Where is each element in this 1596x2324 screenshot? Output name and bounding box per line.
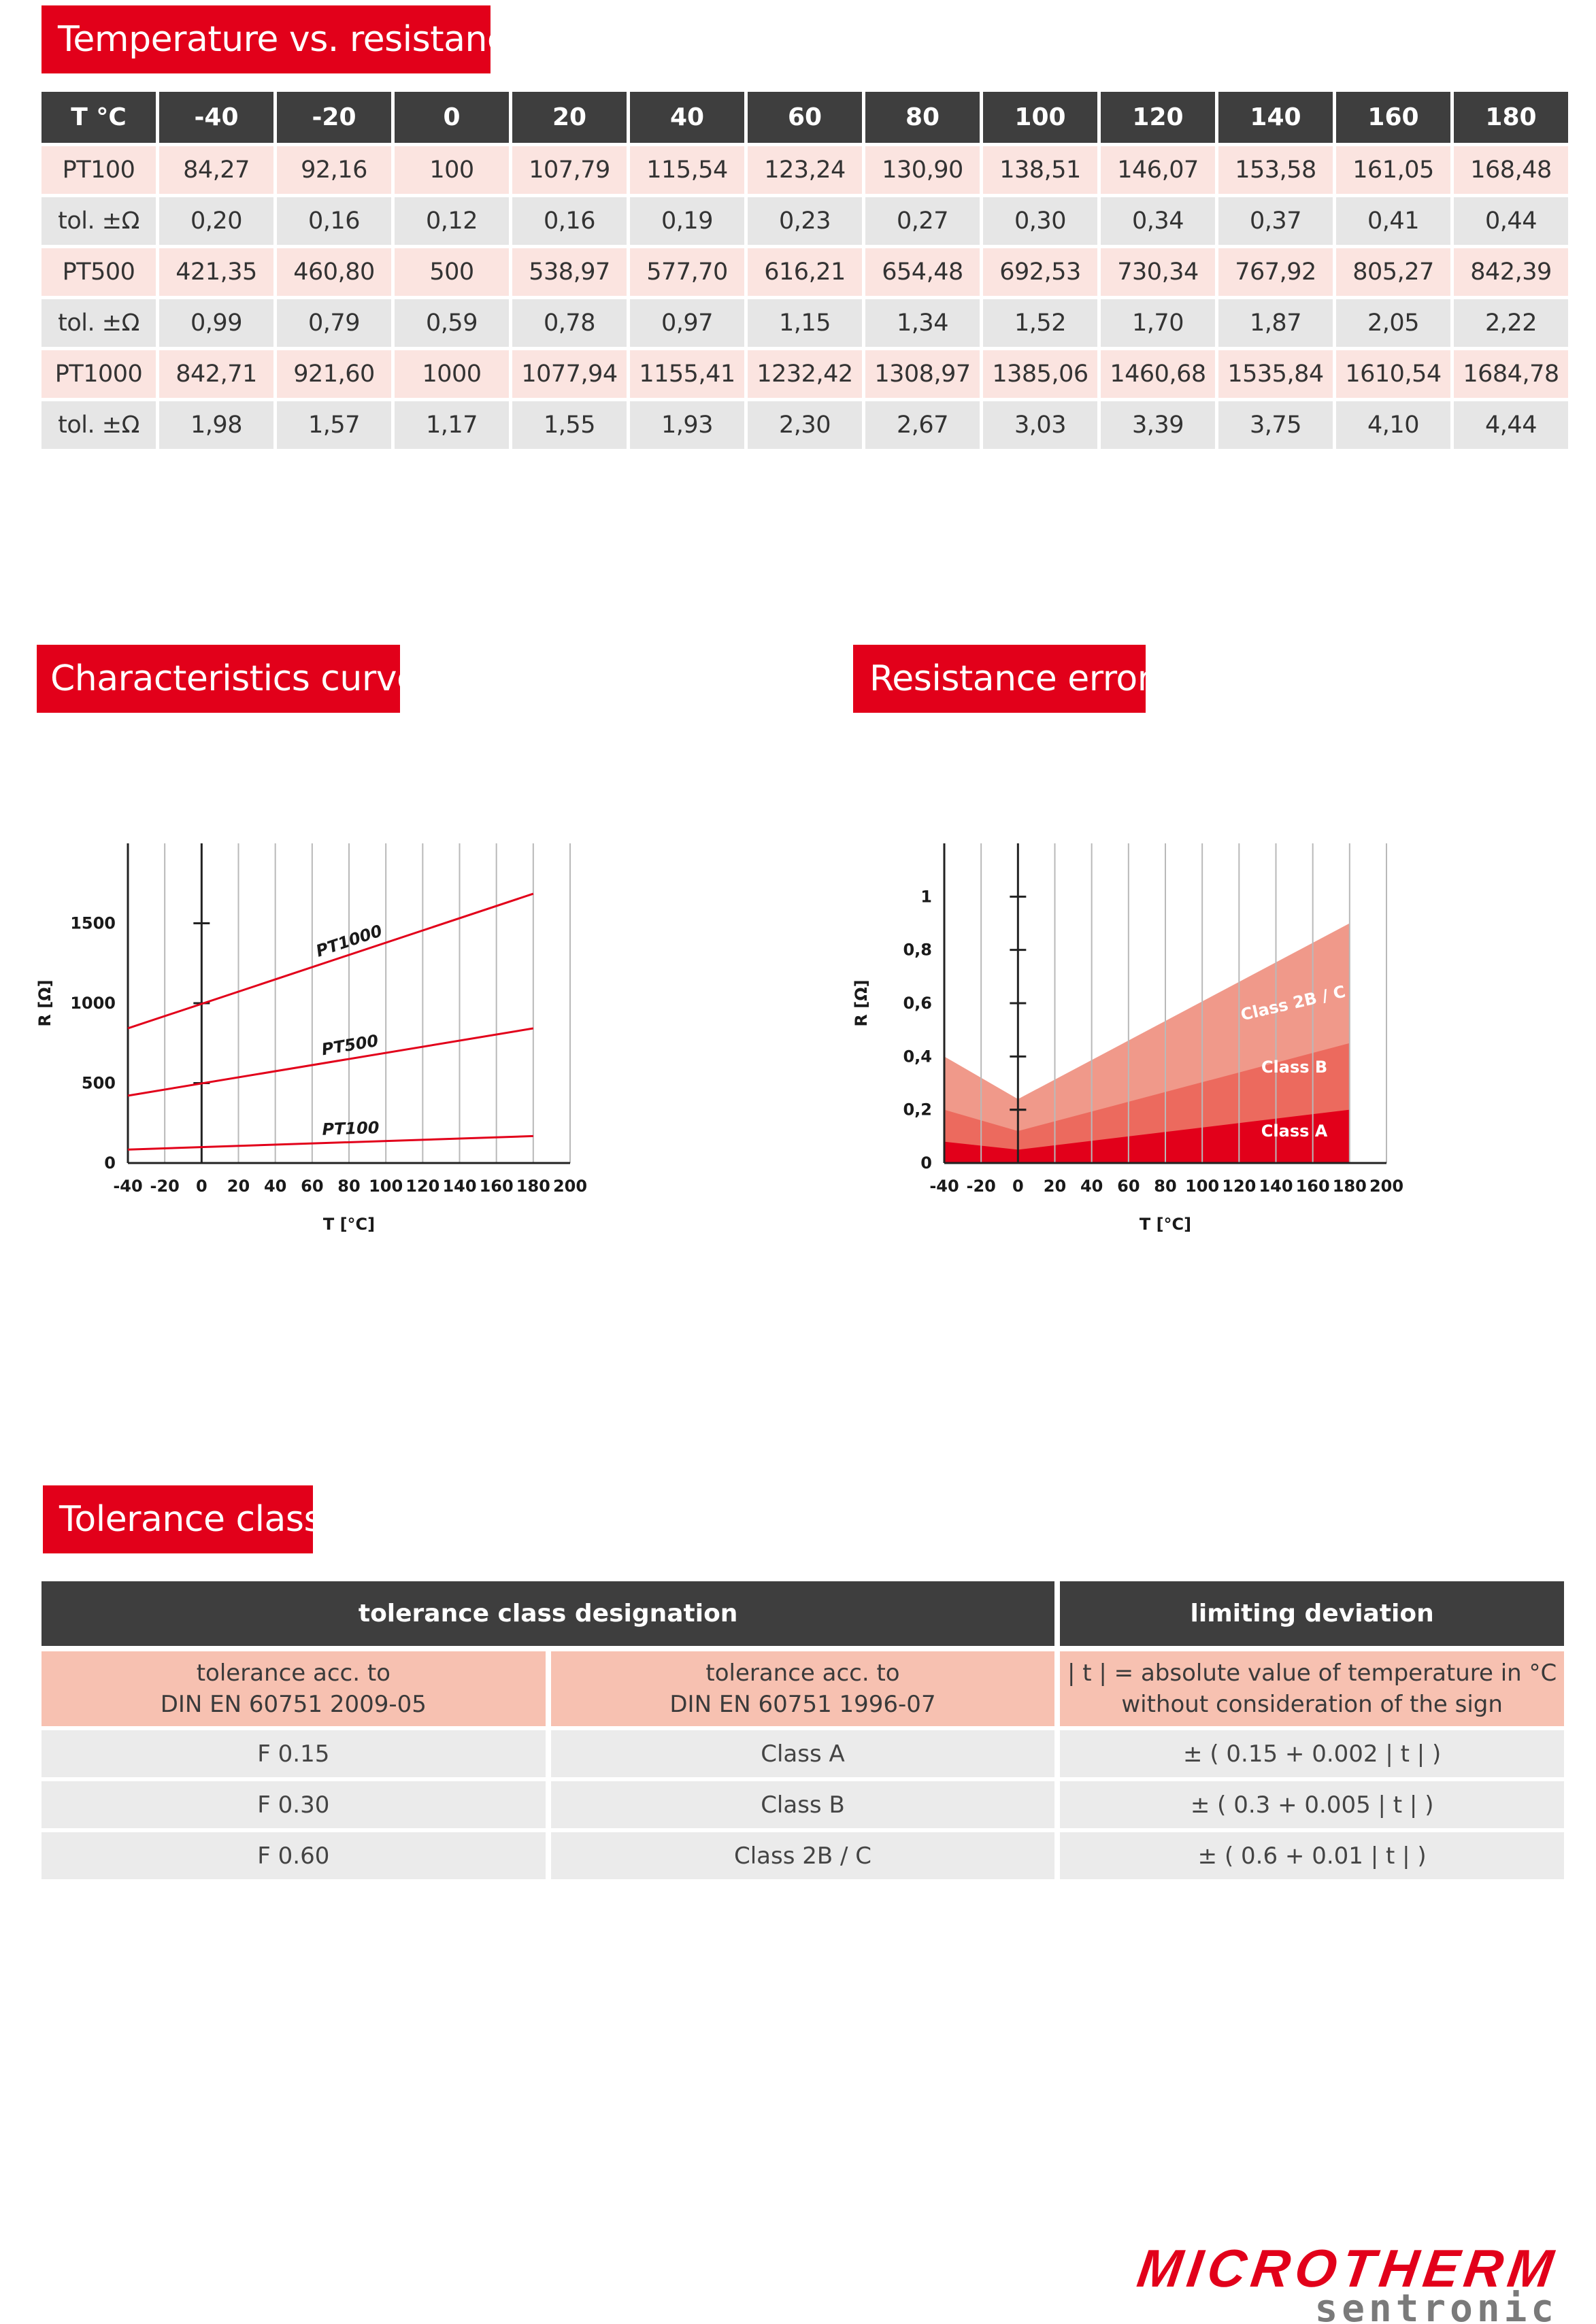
table-cell: 115,54 — [630, 143, 744, 194]
table-cell: 107,79 — [512, 143, 627, 194]
table-cell: 616,21 — [748, 245, 862, 296]
table-cell: 0,27 — [865, 194, 980, 245]
resistance-error-chart — [844, 830, 1429, 1251]
logo-wordmark: MICROTHERM — [1133, 2238, 1563, 2298]
x-axis-label: T [°C] — [322, 1215, 376, 1234]
header-cell: 0 — [395, 92, 509, 143]
table-cell: 1,55 — [512, 398, 627, 449]
subheader-line: without consideration of the sign — [1121, 1691, 1503, 1718]
characteristics-section-title: Characteristics curve — [37, 645, 400, 713]
x-tick-label: 200 — [1369, 1177, 1404, 1196]
header-cell: -20 — [277, 92, 391, 143]
table-cell: ± ( 0.6 + 0.01 | t | ) — [1060, 1828, 1564, 1879]
series-label: PT500 — [320, 1030, 380, 1060]
tolerance-class-table — [36, 1581, 1569, 1879]
subheader-line: DIN EN 60751 2009-05 — [160, 1691, 427, 1718]
table-cell: 1,34 — [865, 296, 980, 347]
microtherm-logo — [946, 2238, 1563, 2324]
limiting-deviation-header: limiting deviation — [1060, 1581, 1564, 1646]
table-cell: 1684,78 — [1454, 347, 1568, 398]
table-cell: 1610,54 — [1336, 347, 1450, 398]
table-cell: 0,99 — [159, 296, 273, 347]
y-tick-label: 0,6 — [903, 994, 932, 1013]
y-tick-label: 0,8 — [903, 940, 932, 960]
table-cell: 1,98 — [159, 398, 273, 449]
table-cell: 0,30 — [983, 194, 1097, 245]
table-cell: 2,05 — [1336, 296, 1450, 347]
y-tick-label: 500 — [81, 1073, 116, 1093]
header-cell: -40 — [159, 92, 273, 143]
y-axis-label: R [Ω] — [35, 979, 54, 1027]
x-tick-label: 20 — [1043, 1177, 1067, 1196]
table-cell: 0,44 — [1454, 194, 1568, 245]
x-tick-label: 100 — [369, 1177, 403, 1196]
tolerance-header-row — [41, 1581, 1564, 1646]
series-label: PT100 — [321, 1117, 380, 1139]
subheader-line: | t | = absolute value of temperature in °C — [1067, 1660, 1557, 1687]
table-cell: 460,80 — [277, 245, 391, 296]
x-tick-label: 160 — [479, 1177, 514, 1196]
x-tick-label: 60 — [1117, 1177, 1140, 1196]
row-label: tol. ±Ω — [41, 398, 156, 449]
table-cell: 0,97 — [630, 296, 744, 347]
table-cell: 84,27 — [159, 143, 273, 194]
row-label: PT100 — [41, 143, 156, 194]
table-row — [41, 347, 1568, 398]
x-tick-label: -40 — [929, 1177, 959, 1196]
table-row — [41, 194, 1568, 245]
table-cell: 168,48 — [1454, 143, 1568, 194]
tolerance-section-title: Tolerance class — [43, 1485, 313, 1553]
table-cell: 0,34 — [1101, 194, 1215, 245]
table-cell: ± ( 0.15 + 0.002 | t | ) — [1060, 1726, 1564, 1777]
row-label: tol. ±Ω — [41, 194, 156, 245]
header-cell-temp: T °C — [41, 92, 156, 143]
x-tick-label: -20 — [150, 1177, 180, 1196]
characteristics-curve-chart — [27, 830, 612, 1251]
designation-header: tolerance class designation — [41, 1581, 1054, 1646]
series-label: PT1000 — [313, 921, 385, 961]
table-header-row — [41, 92, 1568, 143]
table-cell: 4,44 — [1454, 398, 1568, 449]
table-cell: Class A — [551, 1726, 1055, 1777]
table-cell: 3,03 — [983, 398, 1097, 449]
table-row — [41, 1777, 1564, 1828]
subheader-2009 — [41, 1646, 546, 1726]
x-tick-label: -20 — [966, 1177, 996, 1196]
series-label: Class 2B / C — [1239, 981, 1348, 1025]
subheader-line: tolerance acc. to — [196, 1660, 390, 1687]
table-row — [41, 245, 1568, 296]
x-tick-label: -40 — [113, 1177, 143, 1196]
x-tick-label: 120 — [405, 1177, 440, 1196]
x-tick-label: 0 — [195, 1177, 207, 1196]
row-label: PT1000 — [41, 347, 156, 398]
table-row — [41, 296, 1568, 347]
table-cell: 421,35 — [159, 245, 273, 296]
table-cell: 0,41 — [1336, 194, 1450, 245]
x-tick-label: 40 — [1080, 1177, 1103, 1196]
table-cell: 577,70 — [630, 245, 744, 296]
table-cell: 0,37 — [1218, 194, 1333, 245]
y-tick-label: 1 — [920, 887, 932, 907]
header-cell: 160 — [1336, 92, 1450, 143]
series-label: Class B — [1261, 1057, 1328, 1077]
table-cell: 538,97 — [512, 245, 627, 296]
header-cell: 100 — [983, 92, 1097, 143]
x-tick-label: 60 — [301, 1177, 324, 1196]
series-line-pt1000 — [128, 894, 533, 1028]
subheader-line: tolerance acc. to — [705, 1660, 900, 1687]
header-cell: 120 — [1101, 92, 1215, 143]
table-cell: 1,52 — [983, 296, 1097, 347]
table-row — [41, 398, 1568, 449]
header-cell: 140 — [1218, 92, 1333, 143]
table-cell: 1,15 — [748, 296, 862, 347]
table-cell: 0,12 — [395, 194, 509, 245]
y-tick-label: 0,4 — [903, 1047, 932, 1066]
table-cell: 842,39 — [1454, 245, 1568, 296]
y-tick-label: 1500 — [70, 913, 116, 933]
table-cell: 730,34 — [1101, 245, 1215, 296]
table-cell: F 0.60 — [41, 1828, 546, 1879]
table-cell: 1155,41 — [630, 347, 744, 398]
table-cell: 0,79 — [277, 296, 391, 347]
table-cell: 654,48 — [865, 245, 980, 296]
subheader-deviation — [1060, 1646, 1564, 1726]
table-cell: 161,05 — [1336, 143, 1450, 194]
x-tick-label: 140 — [1259, 1177, 1293, 1196]
header-cell: 60 — [748, 92, 862, 143]
table-cell: ± ( 0.3 + 0.005 | t | ) — [1060, 1777, 1564, 1828]
table-cell: 130,90 — [865, 143, 980, 194]
table-cell: 1,87 — [1218, 296, 1333, 347]
table-cell: 146,07 — [1101, 143, 1215, 194]
row-label: tol. ±Ω — [41, 296, 156, 347]
table-cell: 1308,97 — [865, 347, 980, 398]
table-cell: 1232,42 — [748, 347, 862, 398]
table-cell: 921,60 — [277, 347, 391, 398]
series-label: Class A — [1261, 1121, 1328, 1141]
row-label: PT500 — [41, 245, 156, 296]
table-cell: 1460,68 — [1101, 347, 1215, 398]
temperature-section-title: Temperature vs. resistance — [41, 5, 491, 73]
table-cell: 0,19 — [630, 194, 744, 245]
header-cell: 180 — [1454, 92, 1568, 143]
header-cell: 20 — [512, 92, 627, 143]
table-cell: 1000 — [395, 347, 509, 398]
x-tick-label: 80 — [337, 1177, 361, 1196]
subheader-line: DIN EN 60751 1996-07 — [669, 1691, 936, 1718]
subheader-1996 — [551, 1646, 1055, 1726]
table-cell: 805,27 — [1336, 245, 1450, 296]
table-cell: 0,78 — [512, 296, 627, 347]
table-cell: 2,22 — [1454, 296, 1568, 347]
table-cell: 153,58 — [1218, 143, 1333, 194]
x-tick-label: 20 — [227, 1177, 250, 1196]
y-tick-label: 0 — [920, 1153, 932, 1173]
table-cell: 100 — [395, 143, 509, 194]
x-axis-label: T [°C] — [1139, 1215, 1192, 1234]
table-cell: 0,23 — [748, 194, 862, 245]
table-row — [41, 1726, 1564, 1777]
x-tick-label: 180 — [1332, 1177, 1367, 1196]
x-tick-label: 200 — [552, 1177, 588, 1196]
table-cell: 1077,94 — [512, 347, 627, 398]
table-cell: 4,10 — [1336, 398, 1450, 449]
table-cell: F 0.30 — [41, 1777, 546, 1828]
table-cell: 2,67 — [865, 398, 980, 449]
table-cell: 842,71 — [159, 347, 273, 398]
table-cell: 92,16 — [277, 143, 391, 194]
y-tick-label: 0,2 — [903, 1100, 932, 1119]
x-tick-label: 160 — [1295, 1177, 1330, 1196]
x-tick-label: 40 — [263, 1177, 287, 1196]
logo-subtitle: sentronic — [1314, 2287, 1558, 2324]
table-cell: 138,51 — [983, 143, 1097, 194]
table-cell: F 0.15 — [41, 1726, 546, 1777]
table-cell: 1,93 — [630, 398, 744, 449]
table-cell: 1385,06 — [983, 347, 1097, 398]
table-row — [41, 143, 1568, 194]
table-cell: Class B — [551, 1777, 1055, 1828]
table-cell: 123,24 — [748, 143, 862, 194]
y-tick-label: 1000 — [70, 994, 116, 1013]
table-cell: 767,92 — [1218, 245, 1333, 296]
x-tick-label: 120 — [1222, 1177, 1257, 1196]
table-cell: 0,59 — [395, 296, 509, 347]
x-tick-label: 0 — [1012, 1177, 1024, 1196]
table-cell: 3,39 — [1101, 398, 1215, 449]
table-cell: 692,53 — [983, 245, 1097, 296]
x-tick-label: 140 — [442, 1177, 477, 1196]
table-cell: 3,75 — [1218, 398, 1333, 449]
x-tick-label: 80 — [1154, 1177, 1177, 1196]
tolerance-subheader-row — [41, 1646, 1564, 1726]
temperature-resistance-table — [38, 92, 1572, 449]
table-cell: Class 2B / C — [551, 1828, 1055, 1879]
table-cell: 0,16 — [277, 194, 391, 245]
y-tick-label: 0 — [104, 1153, 116, 1173]
table-row — [41, 1828, 1564, 1879]
table-cell: 0,20 — [159, 194, 273, 245]
header-cell: 40 — [630, 92, 744, 143]
table-cell: 1,17 — [395, 398, 509, 449]
y-axis-label: R [Ω] — [852, 979, 871, 1027]
x-tick-label: 180 — [516, 1177, 550, 1196]
header-cell: 80 — [865, 92, 980, 143]
table-cell: 1,57 — [277, 398, 391, 449]
x-tick-label: 100 — [1185, 1177, 1220, 1196]
table-cell: 2,30 — [748, 398, 862, 449]
error-section-title: Resistance error — [853, 645, 1146, 713]
table-cell: 1535,84 — [1218, 347, 1333, 398]
table-cell: 1,70 — [1101, 296, 1215, 347]
table-cell: 500 — [395, 245, 509, 296]
table-cell: 0,16 — [512, 194, 627, 245]
